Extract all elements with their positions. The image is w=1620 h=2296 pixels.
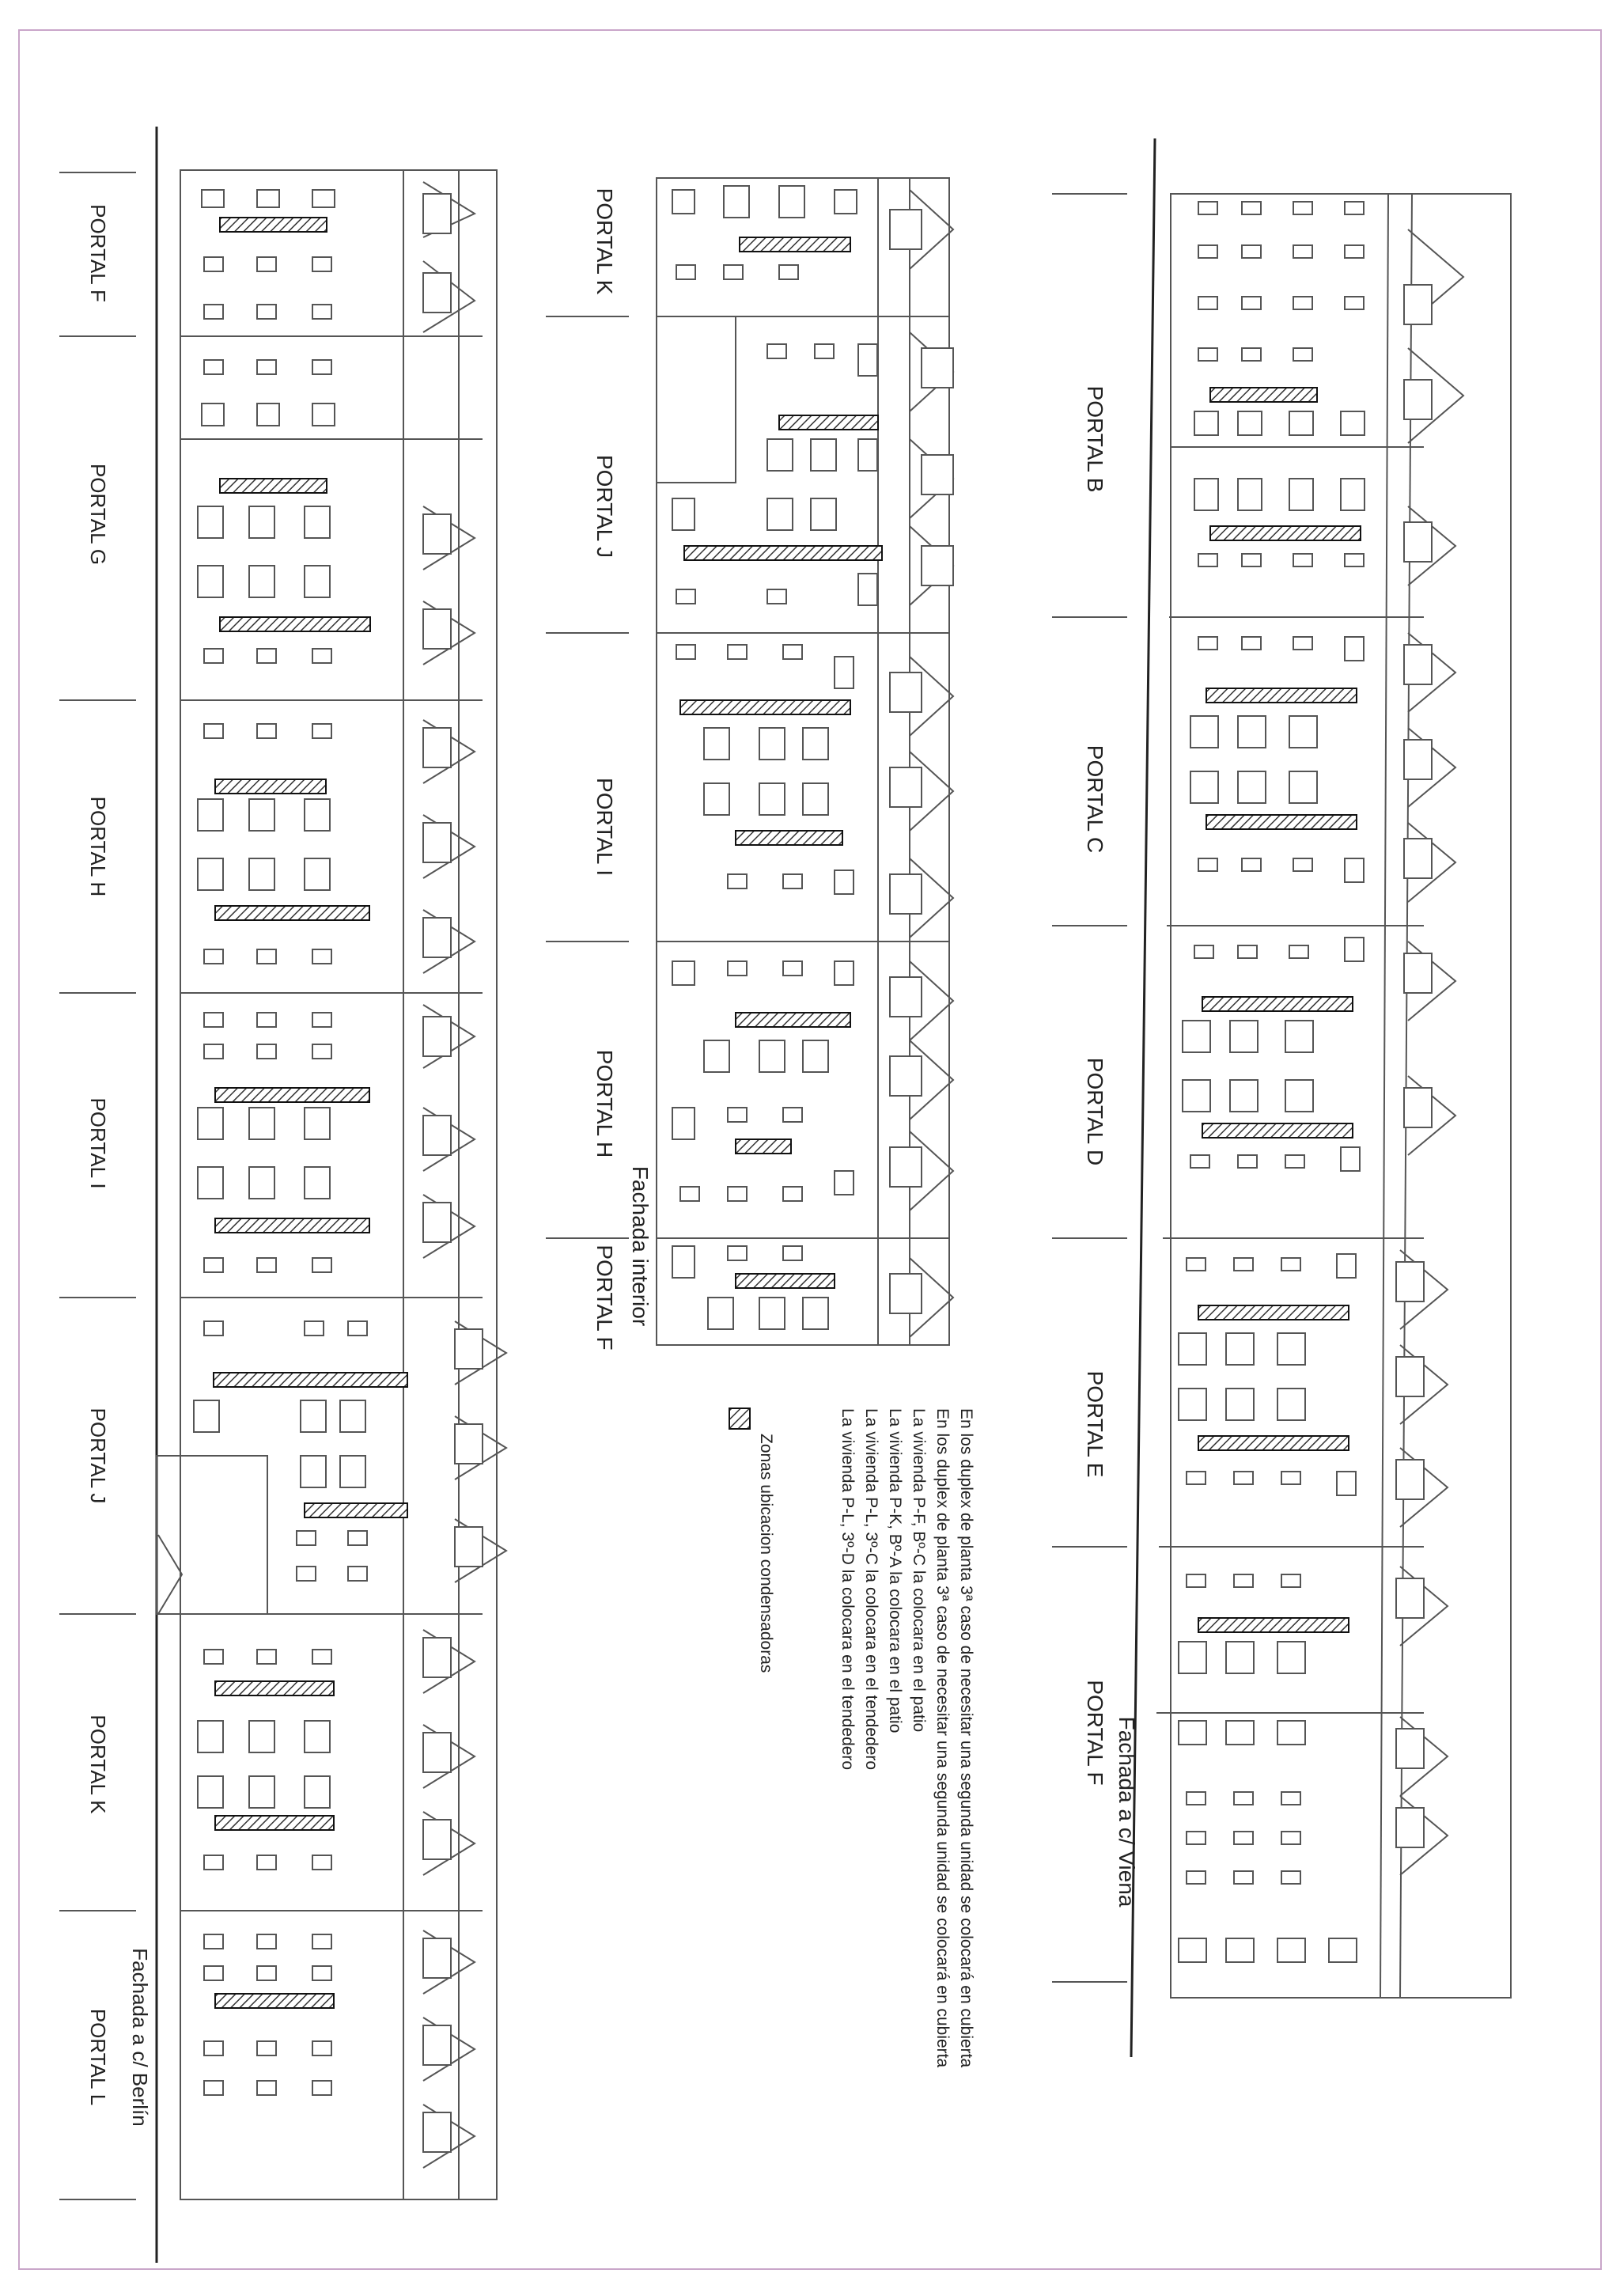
interior-portal-f: PORTAL F: [592, 1245, 617, 1351]
interior-portal-k: PORTAL K: [592, 188, 617, 295]
interior-caption: Fachada interior: [628, 1165, 653, 1327]
note-4: La vivienda P-K, Bº-A la colocara en el patio: [886, 1408, 904, 1733]
berlin-portal-labels: [86, 204, 110, 2105]
note-5: La vivienda P-L, 3º-C la colocara en el tendedero: [862, 1408, 880, 1771]
interior-portal-h: PORTAL H: [592, 1049, 617, 1158]
note-6: La vivienda P-L, 3º-D la colocara en el tendedero: [838, 1408, 857, 1771]
note-2: En los duplex de planta 3ª caso de necesitar una segunda unidad se colocará en cubierta: [933, 1408, 952, 2068]
viena-portal-c: PORTAL C: [1083, 744, 1107, 854]
note-3: La vivienda P-F, Bº-C la colocara en el patio: [910, 1408, 928, 1733]
berlin-portal-f: PORTAL F: [86, 204, 110, 302]
viena-portal-e: PORTAL E: [1083, 1370, 1107, 1478]
berlin-portal-h: PORTAL H: [86, 796, 110, 897]
berlin-portal-i: PORTAL I: [86, 1097, 110, 1189]
berlin-portal-j: PORTAL J: [86, 1408, 110, 1504]
viena-condenser-zones: [1198, 388, 1361, 1632]
interior-portal-j: PORTAL J: [592, 454, 617, 559]
interior-windows: [672, 186, 953, 1329]
viena-portal-labels: [1083, 386, 1107, 1786]
berlin-portal-k: PORTAL K: [86, 1714, 110, 1814]
berlin-caption: Fachada a c/ Berlín: [128, 1948, 152, 2127]
legend: [729, 1408, 775, 1673]
berlin-portal-g: PORTAL G: [86, 463, 110, 566]
legend-label: Zonas ubicacion condensadoras: [757, 1434, 775, 1673]
interior-portal-i: PORTAL I: [592, 778, 617, 876]
viena-caption: Fachada a c/ Viena: [1115, 1716, 1139, 1908]
viena-windows: [1179, 202, 1432, 1962]
viena-portal-b: PORTAL B: [1083, 385, 1107, 493]
viena-portal-d: PORTAL D: [1083, 1057, 1107, 1166]
viena-portal-f: PORTAL F: [1083, 1680, 1107, 1786]
notes-block: [838, 1408, 975, 2068]
interior-condenser-zones: [680, 237, 882, 1288]
interior-portal-labels: [592, 188, 617, 1351]
legend-swatch: [729, 1408, 750, 1429]
note-1: En los duplex de planta 3ª caso de necesitar una segunda unidad se colocará en cubierta: [957, 1408, 975, 2068]
berlin-portal-l: PORTAL L: [86, 2008, 110, 2106]
